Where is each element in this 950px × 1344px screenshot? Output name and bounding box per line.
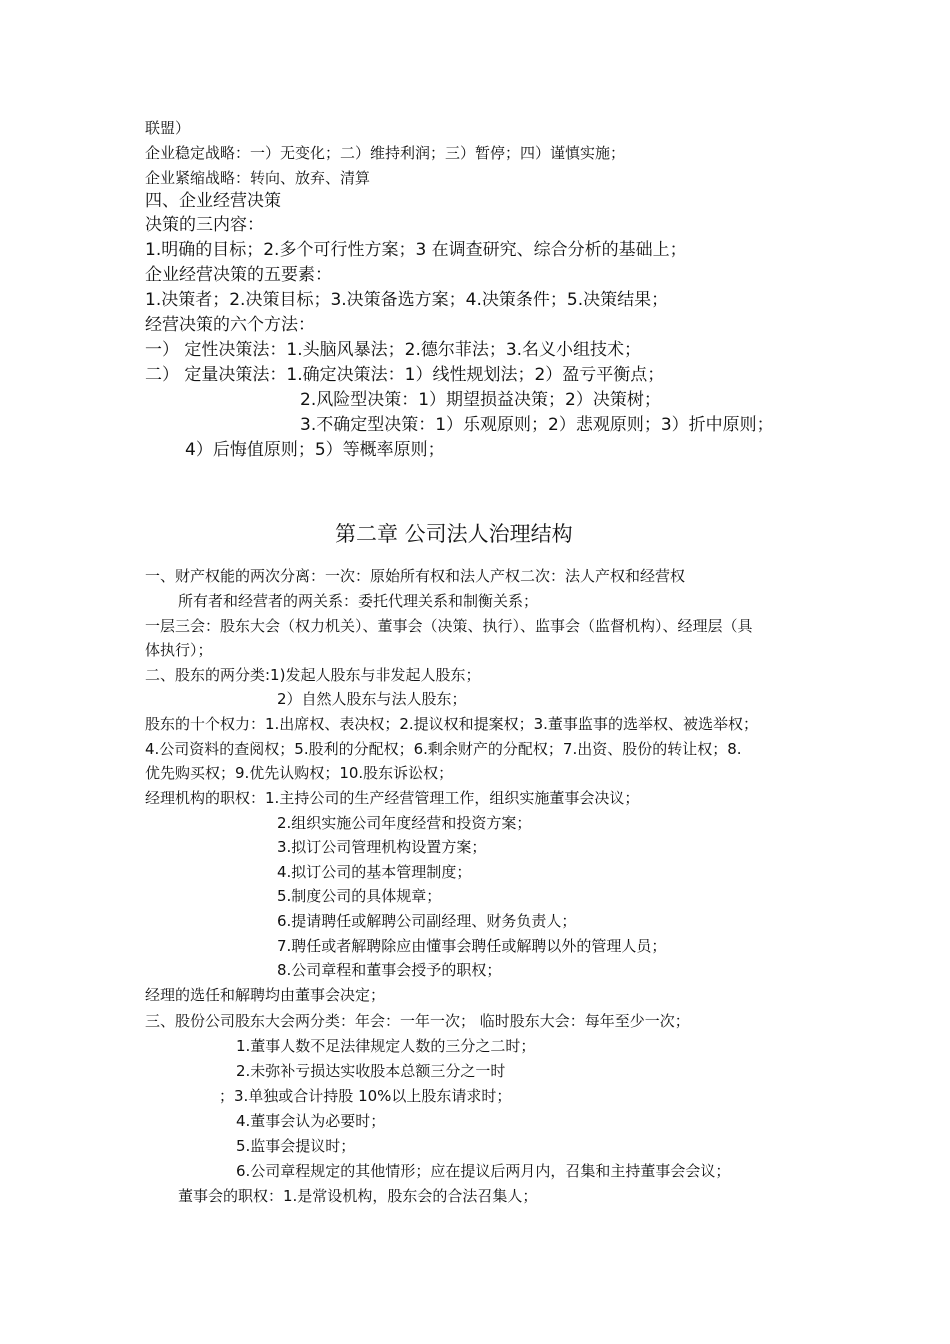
text-line: 7.聘任或者解聘除应由懂事会聘任或解聘以外的管理人员； <box>277 937 667 955</box>
text-line: 联盟） <box>145 119 191 137</box>
text-line: 优先购买权；9.优先认购权；10.股东诉讼权； <box>145 764 454 782</box>
text-line: 董事会的职权：1.是常设机构，股东会的合法召集人； <box>178 1187 538 1205</box>
text-line: 一层三会：股东大会（权力机关）、董事会（决策、执行）、监事会（监督机构）、经理层（具 <box>145 617 753 635</box>
text-line: 5.监事会提议时； <box>236 1137 356 1155</box>
section-heading: 四、企业经营决策 <box>145 191 281 211</box>
text-line: 经营决策的六个方法： <box>145 315 315 335</box>
text-line: 二） 定量决策法：1.确定决策法：1）线性规划法；2）盈亏平衡点； <box>145 365 665 385</box>
text-line: 4.董事会认为必要时； <box>236 1112 386 1130</box>
chapter-title: 第二章 公司法人治理结构 <box>335 522 573 546</box>
text-line: ；3.单独或合计持股 10%以上股东请求时； <box>219 1087 512 1105</box>
text-line: 企业稳定战略：一）无变化；二）维持利润；三）暂停；四）谨慎实施； <box>145 144 626 162</box>
text-line: 2.未弥补亏损达实收股本总额三分之一时 <box>236 1062 506 1080</box>
text-line: 1.董事人数不足法律规定人数的三分之二时； <box>236 1037 536 1055</box>
text-line: 6.公司章程规定的其他情形；应在提议后两月内，召集和主持董事会会议； <box>236 1162 731 1180</box>
text-line: 体执行）； <box>145 641 213 659</box>
text-line: 5.制度公司的具体规章； <box>277 887 442 905</box>
text-line: 3.不确定型决策：1）乐观原则；2）悲观原则；3）折中原则； <box>300 415 774 435</box>
text-line: 4）后悔值原则；5）等概率原则； <box>185 440 445 460</box>
text-line: 1.决策者；2.决策目标；3.决策备选方案；4.决策条件；5.决策结果； <box>145 290 669 310</box>
text-line: 2）自然人股东与法人股东； <box>277 690 467 708</box>
text-line: 一） 定性决策法：1.头脑风暴法；2.德尔菲法；3.名义小组技术； <box>145 340 642 360</box>
text-line: 4.公司资料的查阅权；5.股利的分配权；6.剩余财产的分配权；7.出资、股份的转让权；8. <box>145 740 742 758</box>
text-line: 二、股东的两分类:1)发起人股东与非发起人股东； <box>145 666 481 684</box>
text-line: 企业紧缩战略：转向、放弃、清算 <box>145 169 371 187</box>
text-line: 3.拟订公司管理机构设置方案； <box>277 838 487 856</box>
text-line: 6.提请聘任或解聘公司副经理、财务负责人； <box>277 912 577 930</box>
text-line: 1.明确的目标；2.多个可行性方案；3 在调查研究、综合分析的基础上； <box>145 240 687 260</box>
text-line: 2.组织实施公司年度经营和投资方案； <box>277 814 532 832</box>
text-line: 股东的十个权力：1.出席权、表决权；2.提议权和提案权；3.董事监事的选举权、被选举权； <box>145 715 758 733</box>
text-line: 4.拟订公司的基本管理制度； <box>277 863 472 881</box>
text-line: 经理机构的职权：1.主持公司的生产经营管理工作，组织实施董事会决议； <box>145 789 640 807</box>
text-line: 决策的三内容： <box>145 215 264 235</box>
text-line: 所有者和经营者的两关系：委托代理关系和制衡关系； <box>178 592 539 610</box>
text-line: 三、股份公司股东大会两分类：年会：一年一次； 临时股东大会：每年至少一次； <box>145 1012 690 1030</box>
text-line: 一、财产权能的两次分离：一次：原始所有权和法人产权二次：法人产权和经营权 <box>145 567 686 585</box>
text-line: 经理的选任和解聘均由董事会决定； <box>145 986 386 1004</box>
text-line: 2.风险型决策：1）期望损益决策；2）决策树； <box>300 390 661 410</box>
text-line: 企业经营决策的五要素： <box>145 265 332 285</box>
text-line: 8.公司章程和董事会授予的职权； <box>277 961 502 979</box>
